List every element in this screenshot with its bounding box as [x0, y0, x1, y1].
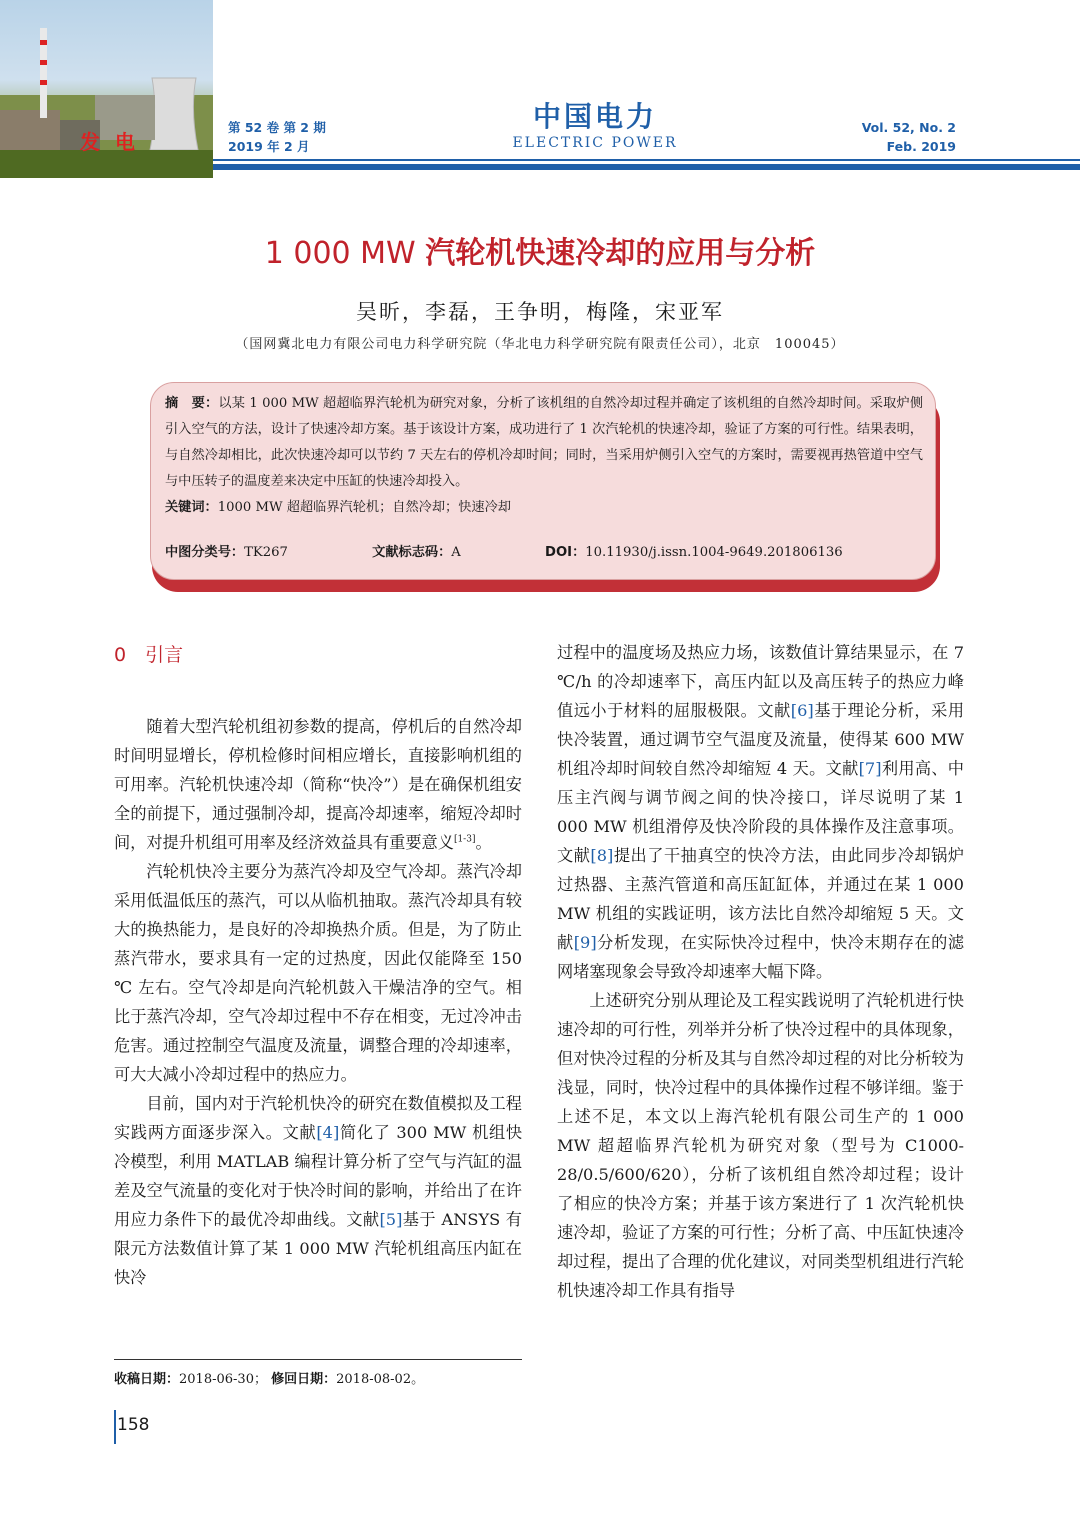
paragraph: [557, 638, 964, 986]
volume-en: Vol. 52, No. 2: [861, 120, 956, 135]
doccode-label: 文献标志码：: [372, 545, 452, 560]
abstract-label: 摘 要：: [165, 396, 219, 411]
citation-link[interactable]: [5]: [379, 1210, 403, 1229]
journal-title-cn: 中国电力: [532, 100, 657, 133]
header-rule: [213, 159, 1080, 161]
footnote-rule: [114, 1359, 522, 1360]
volume-cn: 第 52 卷 第 2 期: [228, 120, 326, 135]
clc-value: TK267: [244, 545, 288, 560]
paragraph-text: 简化了 300 MW 机组快冷模型，利用 MATLAB 编程计算分析了空气与汽缸的温差及空气流量的变化对于快冷时间的影响，并给出了在许用应力条件下的最优冷却曲线。文献: [114, 1123, 523, 1229]
affiliation: （国网冀北电力有限公司电力科学研究院（华北电力科学研究院有限责任公司），北京 100045）: [235, 337, 845, 352]
abstract-paragraph: [165, 391, 923, 495]
issue-info-cn: [228, 118, 326, 156]
citation-link[interactable]: [6]: [790, 701, 814, 720]
doi-value: 10.11930/j.issn.1004-9649.201806136: [585, 545, 843, 560]
article-title: [0, 228, 1080, 272]
citation[interactable]: [1-3]: [453, 834, 476, 845]
title-text: 汽轮机快速冷却的应用与分析: [425, 236, 816, 271]
paragraph-text: 分析发现，在实际快冷过程中，快冷末期存在的滤网堵塞现象会导致冷却速率大幅下降。: [557, 933, 965, 981]
paragraph: 上述研究分别从理论及工程实践说明了汽轮机进行快速冷却的可行性，列举并分析了快冷过程中的具体现象，但对快冷过程的分析及其与自然冷却过程的对比分析较为浅显，同时，快冷过程中的具体操作过程不够详细。鉴于上述不足，本文以上海汽轮机有限公司生产的 1 000 MW 超超临界汽轮机为研究对象（型号为 C1000-28/0.5/600/620），分析了该机组自然冷却过程；设计了相应的快冷方案；并基于该方案进行了 1 次汽轮机快速冷却，验证了方案的可行性；分析了高、中压缸快速冷却过程，提出了合理的优化建议，对同类型机组进行汽轮机快速冷却工作具有指导: [557, 991, 964, 1300]
clc-code: [165, 545, 328, 560]
revised-date: 2018-08-02。: [336, 1372, 425, 1387]
citation-link[interactable]: [8]: [590, 846, 614, 865]
body-column-left: [114, 638, 522, 1292]
paragraph: [114, 1089, 522, 1292]
paragraph-end: 。: [475, 833, 492, 852]
date-cn: 2019 年 2 月: [228, 139, 310, 154]
date-en: Feb. 2019: [886, 139, 956, 154]
authors: 吴昕，李磊，王争明，梅隆，宋亚军: [356, 300, 724, 324]
doi-label: DOI：: [545, 545, 586, 560]
keywords-label: 关键词：: [165, 500, 218, 515]
article-meta-row: [165, 541, 923, 560]
paragraph-text: 提出了干抽真空的快冷方法，由此同步冷却锅炉过热器、主蒸汽管道和高压缸缸体，并通过在某 1 000 MW 机组的实践证明，该方法比自然冷却缩短 5 天。文献: [557, 846, 965, 952]
header-rule-thick: [213, 164, 1080, 170]
citation-link[interactable]: [4]: [316, 1123, 340, 1142]
doi: [545, 545, 883, 560]
footnote-dates: [114, 1368, 424, 1387]
header-photo: [0, 0, 213, 178]
photo-caption: 发 电: [80, 130, 139, 154]
paragraph-text: 利用高、中压主汽阀与调节阀之间的快冷接口，详尽说明了某 1 000 MW 机组滑停及快冷阶段的具体操作及注意事项。文献: [557, 759, 964, 865]
keywords-text: 1000 MW 超超临界汽轮机；自然冷却；快速冷却: [217, 500, 511, 515]
keywords: [165, 495, 923, 521]
clc-label: 中图分类号：: [165, 545, 245, 560]
paragraph: [114, 712, 522, 857]
paragraph-text: 过程中的温度场及热应力场，该数值计算结果显示，在 7 ℃/h 的冷却速率下，高压内缸以及高压转子的热应力峰值远小于材料的屈服极限。文献: [557, 643, 964, 720]
revised-label: 修回日期：: [271, 1372, 337, 1387]
citation-link[interactable]: [7]: [858, 759, 882, 778]
section-heading: 0 引言: [114, 644, 184, 666]
issue-info-en: [862, 118, 956, 156]
paragraph-text: 基于 ANSYS 有限元方法数值计算了某 1 000 MW 汽轮机组高压内缸在快冷: [114, 1210, 522, 1287]
paragraph-text: 基于理论分析，采用快冷装置，通过调节空气温度及流量，使得某 600 MW 机组冷却时间较自然冷却缩短 4 天。文献: [557, 701, 965, 778]
journal-title-en: ELECTRIC POWER: [512, 135, 678, 151]
abstract-text: 以某 1 000 MW 超超临界汽轮机为研究对象，分析了该机组的自然冷却过程并确定了该机组的自然冷却时间。采取炉侧引入空气的方法，设计了快速冷却方案。基于该设计方案，成功进行了 1 次汽轮机的快速冷却，验证了方案的可行性。结果表明，与自然冷却相比，此次快速冷却可以节约 7 天左右的停机冷却时间；同时，当采用炉侧引入空气的方案时，需要视再热管道中空气与中压转子的温度差来决定中压缸的快速冷却投入。: [165, 396, 924, 489]
received-label: 收稿日期：: [114, 1372, 180, 1387]
doccode-value: A: [451, 545, 461, 560]
paragraph: 汽轮机快冷主要分为蒸汽冷却及空气冷却。蒸汽冷却采用低温低压的蒸汽，可以从临机抽取。蒸汽冷却具有较大的换热能力，是良好的冷却换热介质。但是，为了防止蒸汽带水，要求具有一定的过热度，因此仅能降至 150 ℃ 左右。空气冷却是向汽轮机鼓入干燥洁净的空气。相比于蒸汽冷却，空气冷却过程中不存在相变，无过冷冲击危害。通过控制空气温度及流量，调整合理的冷却速率，可大大减小冷却过程中的热应力。: [114, 862, 522, 1084]
doc-code: [372, 545, 501, 560]
paragraph-text: 目前，国内对于汽轮机快冷的研究在数值模拟及工程实践两方面逐步深入。文献: [114, 1094, 522, 1142]
abstract: [165, 391, 923, 521]
title-number: 1 000 MW: [264, 236, 426, 271]
received-date: 2018-06-30；: [179, 1372, 267, 1387]
page-number: 158: [117, 1415, 150, 1435]
citation-link[interactable]: [9]: [573, 933, 597, 952]
paragraph-text: 随着大型汽轮机组初参数的提高，停机后的自然冷却时间明显增长，停机检修时间相应增长，直接影响机组的可用率。汽轮机快速冷却（简称“快冷”）是在确保机组安全的前提下，通过强制冷却，提高冷却速率，缩短冷却时间，对提升机组可用率及经济效益具有重要意义: [114, 717, 522, 852]
page-number-marker: [114, 1410, 116, 1444]
body-column-right: [557, 638, 964, 1305]
journal-masthead: [470, 100, 720, 151]
